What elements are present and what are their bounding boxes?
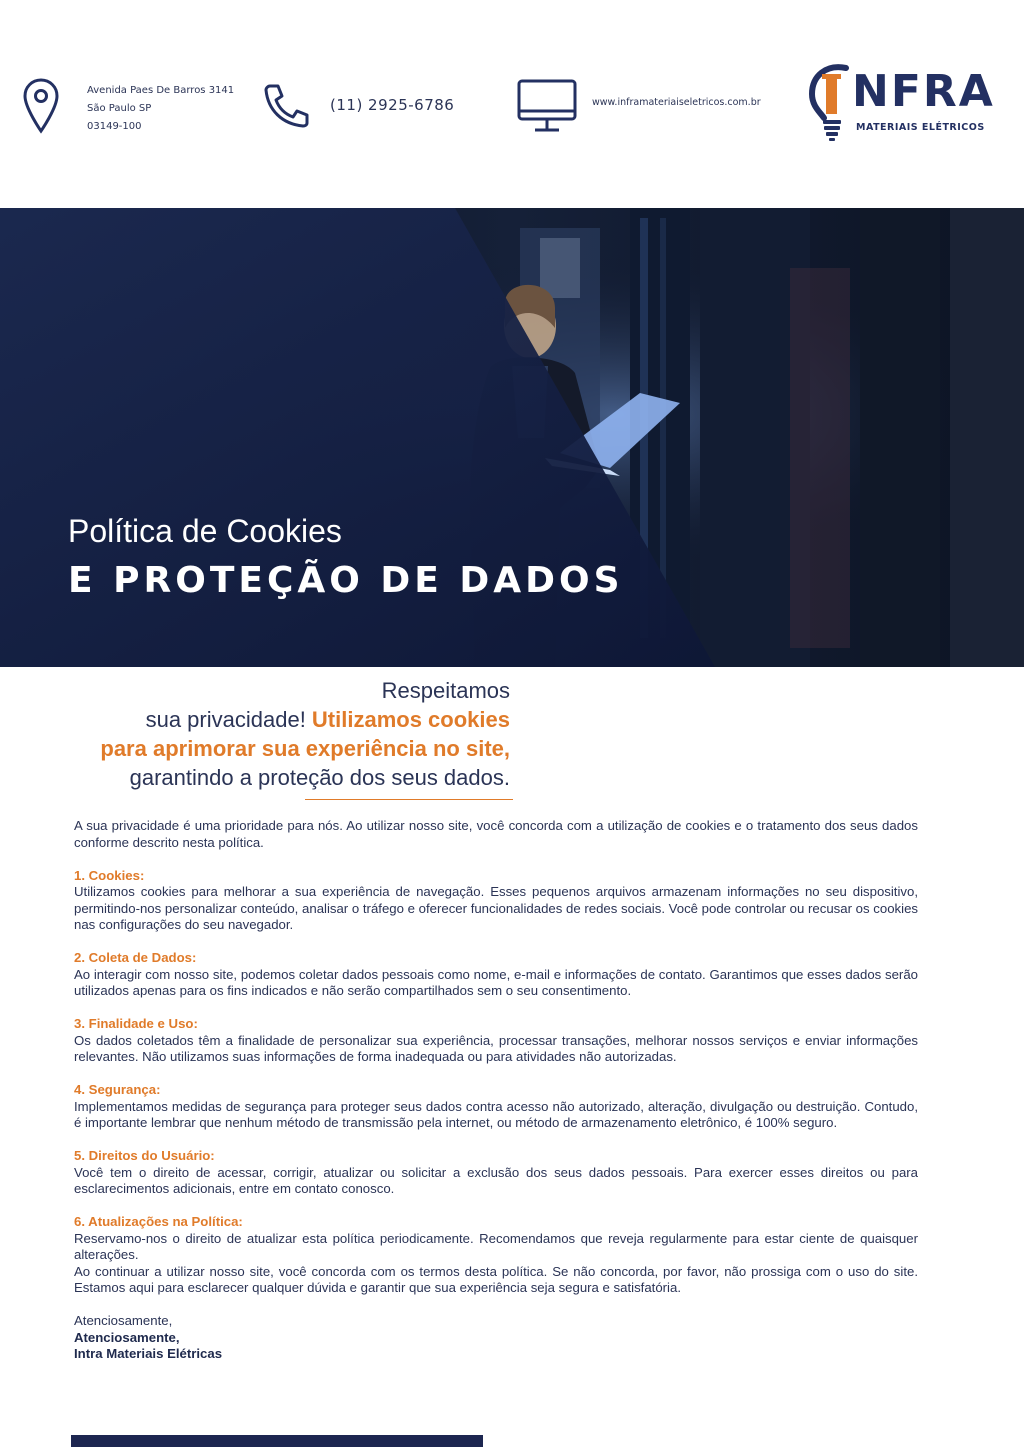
section-policy-updates — [74, 1214, 918, 1264]
intro-line-2-highlight: Utilizamos cookies — [311, 707, 510, 732]
address-street: Avenida Paes De Barros 3141 — [87, 85, 235, 96]
phone-icon — [262, 82, 312, 128]
section-title: 4. Segurança: — [74, 1082, 161, 1097]
section-security — [74, 1082, 918, 1132]
hero-title: Política de Cookies — [68, 513, 342, 549]
section-purpose — [74, 1016, 918, 1066]
intro-divider — [305, 799, 513, 800]
section-title: 3. Finalidade e Uso: — [74, 1016, 198, 1031]
monitor-icon — [517, 79, 577, 133]
section-text: Reservamo-nos o direito de atualizar esta política periodicamente. Recomendamos que reveja regularmente para estar ciente de quaisquer alterações. — [74, 1230, 918, 1262]
address-block — [87, 82, 234, 136]
address-city: São Paulo SP — [87, 103, 152, 114]
policy-body — [74, 818, 918, 1363]
intro-line-1: Respeitamos — [381, 678, 510, 703]
bulb-logo-icon — [806, 62, 856, 146]
section-title: 6. Atualizações na Política: — [74, 1214, 243, 1229]
address-zip: 03149-100 — [87, 121, 142, 132]
intro-line-2-plain: sua privacidade! — [145, 707, 312, 732]
intro-line-4: garantindo a proteção dos seus dados. — [129, 765, 510, 790]
section-title: 2. Coleta de Dados: — [74, 950, 197, 965]
policy-closing: Ao continuar a utilizar nosso site, você concorda com os termos desta política. Se não concorda, por favor, não prossiga com o uso do site. Estamos aqui para esclarecer qualquer dúvida e garantir que sua experiência seja segura e satisfatória. — [74, 1263, 918, 1295]
website-link[interactable]: www.inframateriaiseletricos.com.br — [592, 97, 761, 108]
policy-lead: A sua privacidade é uma prioridade para nós. Ao utilizar nosso site, você concorda com a utilização de cookies e o tratamento dos seus dados conforme descrito nesta política. — [74, 818, 918, 850]
signoff-bold: Atenciosamente, — [74, 1329, 180, 1345]
intro-statement — [60, 676, 510, 792]
logo-subtitle: MATERIAIS ELÉTRICOS — [856, 122, 985, 133]
infra-logo — [806, 62, 995, 146]
section-data-collection — [74, 950, 918, 1000]
section-text: Os dados coletados têm a finalidade de personalizar sua experiência, processar transações, melhorar nossos serviços e enviar informações relevantes. Não utilizamos suas informações de forma inadequada ou para atividades não autorizadas. — [74, 1032, 918, 1064]
footer-bar — [71, 1435, 483, 1447]
intro-line-3-highlight: para aprimorar sua experiência no site, — [100, 736, 510, 761]
section-title: 1. Cookies: — [74, 867, 145, 883]
section-text: Utilizamos cookies para melhorar a sua experiência de navegação. Esses pequenos arquivos armazenam informações no seu dispositivo, permitindo-nos personalizar conteúdo, analisar o tráfego e oferecer funcionalidades de redes sociais. Você pode controlar ou recusar os cookies nas configurações do seu navegador. — [74, 884, 918, 932]
phone-number[interactable]: (11) 2925-6786 — [330, 96, 455, 114]
signoff-company: Intra Materiais Elétricas — [74, 1346, 223, 1361]
hero-subtitle: E PROTEÇÃO DE DADOS — [68, 560, 624, 601]
signoff-block — [74, 1313, 918, 1363]
section-title: 5. Direitos do Usuário: — [74, 1148, 215, 1163]
section-text: Ao interagir com nosso site, podemos coletar dados pessoais como nome, e-mail e informações de contato. Garantimos que esses dados serão utilizados apenas para os fins indicados e não serão compartilhados sem o seu consentimento. — [74, 966, 918, 998]
intro-line-2 — [60, 705, 510, 734]
signoff-plain: Atenciosamente, — [74, 1313, 173, 1328]
logo-wordmark-visible: NFRA — [852, 66, 995, 117]
section-user-rights — [74, 1148, 918, 1198]
section-cookies — [74, 868, 918, 934]
section-text: Você tem o direito de acessar, corrigir, atualizar ou solicitar a exclusão dos seus dados pessoais. Para exercer esses direitos ou para esclarecimentos adicionais, entre em contato conosco. — [74, 1164, 918, 1196]
section-text: Implementamos medidas de segurança para proteger seus dados contra acesso não autorizado, alteração, divulgação ou destruição. Contudo, é importante lembrar que nenhum método de transmissão pela internet, ou método de armazenamento eletrônico, é 100% seguro. — [74, 1098, 918, 1130]
page-header — [0, 0, 1024, 208]
hero-banner — [0, 208, 1024, 667]
location-pin-icon — [22, 77, 60, 135]
